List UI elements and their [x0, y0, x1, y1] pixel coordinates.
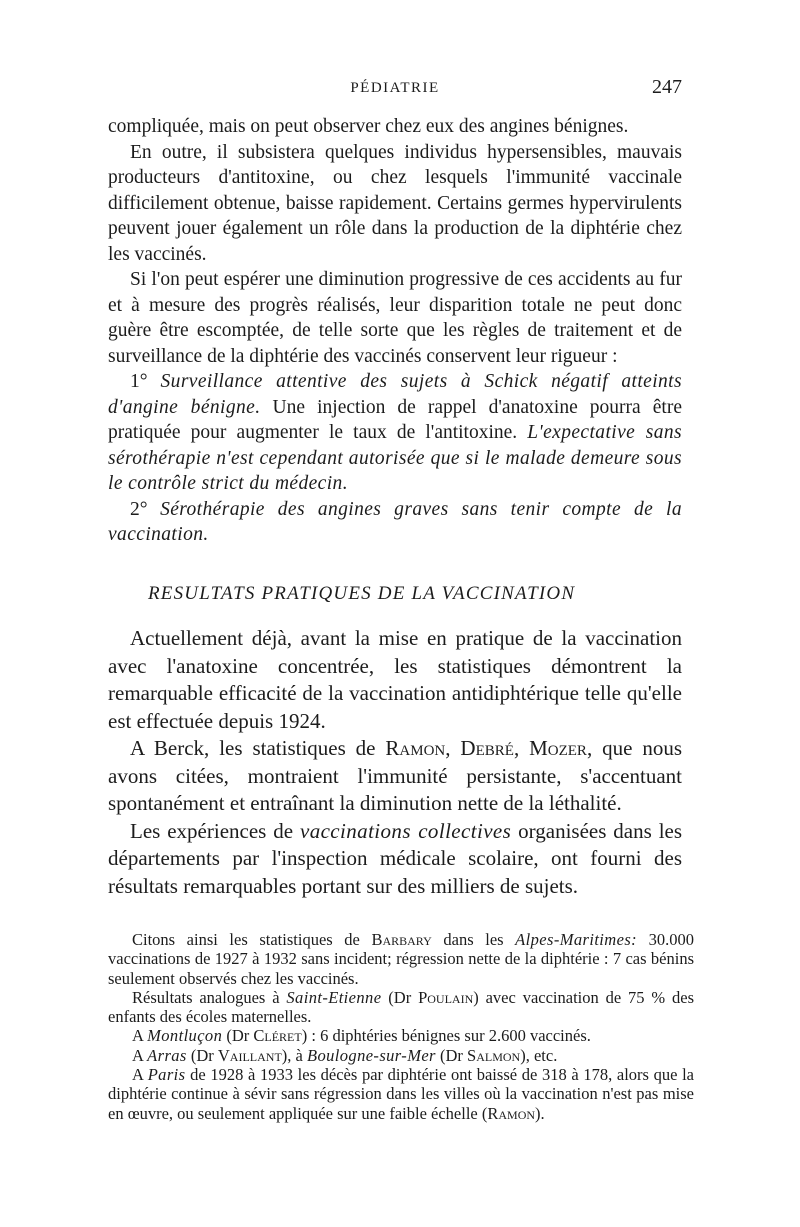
vaccinations-collectives: vaccinations collectives: [299, 818, 512, 843]
author-salmon: Salmon: [467, 1045, 521, 1065]
note-arras: [108, 1046, 694, 1065]
berck-text-a: A Berck, les statistiques de: [130, 736, 376, 760]
note-text: A: [132, 1065, 144, 1085]
author-vaillant: Vaillant: [217, 1045, 282, 1065]
page-number: 247: [652, 76, 682, 98]
note-text: ), à: [281, 1045, 303, 1065]
author-mozer: Mozer: [529, 736, 587, 760]
author-barbary: Barbary: [371, 930, 432, 949]
place-arras: Arras: [147, 1045, 187, 1065]
place-saint-etienne: Saint-Etienne: [286, 987, 382, 1007]
note-text: (Dr: [190, 1045, 214, 1065]
experiences-text-a: Les expériences de: [130, 818, 294, 843]
note-montlucon: [108, 1026, 694, 1045]
note-text: A: [132, 1045, 144, 1065]
note-text: Résultats analogues à: [132, 987, 280, 1007]
place-paris: Paris: [147, 1065, 186, 1085]
rule-2-italic-text: Sérothérapie des angines graves sans tenir compte de la vaccination.: [108, 498, 683, 545]
paragraph-actuellement: Actuellement déjà, avant la mise en pratique de la vaccination avec l'anatoxine concentrée, les statistiques démontrent la remarquable efficacité de la vaccination antidiphtérique telle qu'elle est effectuée depuis 1924.: [108, 626, 682, 733]
rule-1-number: 1°: [130, 371, 148, 392]
note-text: ), etc.: [520, 1045, 558, 1065]
place-alpes-maritimes: Alpes-Maritimes:: [515, 930, 638, 949]
place-boulogne: Boulogne-sur-Mer: [307, 1045, 436, 1065]
berck-text-b: , que nous avons citées, montraient l'immunité persistante, s'accentuant spontanément et entraînant la diminution nette de la léthalité.: [108, 736, 682, 815]
note-text: (Dr: [440, 1045, 463, 1065]
paragraph-continuation: compliquée, mais on peut observer chez eux des angines bénignes.: [108, 116, 629, 137]
paragraph-hypersensibles: En outre, il subsistera quelques individus hypersensibles, mauvais producteurs d'antitoxine, ou chez lesquels l'immunité vaccinale difficilement obtenue, baisse rapidement. Certains germes hypervirulents peuvent jouer également un rôle dans la production de la diphtérie chez les vaccinés.: [108, 141, 682, 265]
paragraph-experiences: [108, 818, 682, 901]
results-section: [108, 625, 682, 900]
note-paris: [108, 1065, 694, 1123]
note-text: ).: [535, 1103, 545, 1123]
note-text: 30.000 vaccinations de 1927 à 1932 sans incident; régression nette de la diphtérie : 7 cas bénins seulement observés chez les vaccinés.: [108, 930, 695, 988]
note-text: dans les: [443, 930, 504, 949]
paragraph-berck: A Berck, les statistiques de Ramon, Debré, Mozer, que nous avons citées, montraient l'immunité persistante, s'accentuant spontanément et entraînant la diminution nette de la léthalité.: [108, 736, 682, 815]
main-text: [108, 114, 682, 900]
note-text: ) : 6 diphtéries bénignes sur 2.600 vaccinés.: [301, 1026, 591, 1046]
author-debre: Debré: [460, 736, 514, 760]
author-ramon-note: Ramon: [487, 1103, 536, 1123]
note-text: de 1928 à 1933 les décès par diphtérie ont baissé de 318 à 178, alors que la diphtérie continue à sévir sans régression dans les villes où la vaccination n'est pas mise en œuvre, ou seulement appliquée sur une faible échelle (: [108, 1065, 695, 1123]
note-text: Citons ainsi les statistiques de: [132, 930, 360, 949]
note-text: (Dr: [388, 987, 412, 1007]
paragraph-accidents: Si l'on peut espérer une diminution progressive de ces accidents au fur et à mesure des progrès réalisés, leur disparition totale ne peut donc guère être escomptée, de telle sorte que les règles de traitement et de surveillance de la diphtérie des vaccinés conservent leur rigueur :: [108, 269, 682, 367]
statistics-notes: [108, 930, 694, 1123]
place-montlucon: Montluçon: [147, 1026, 223, 1046]
note-saint-etienne: [108, 988, 694, 1027]
section-heading: RESULTATS PRATIQUES DE LA VACCINATION: [148, 582, 576, 604]
author-cleret: Cléret: [253, 1026, 302, 1046]
page-header: [108, 76, 682, 100]
rule-2-number: 2°: [130, 498, 148, 520]
rule-1-paragraph: [108, 369, 682, 497]
rule-1-italic-note: L'expectative sans sérothérapie n'est cependant autorisée que si le malade demeure sous le contrôle strict du médecin.: [108, 422, 682, 494]
author-ramon: Ramon: [385, 736, 446, 760]
running-title: PÉDIATRIE: [350, 80, 440, 96]
note-text: (Dr: [226, 1026, 250, 1046]
note-text: ) avec vaccination de 75 % des enfants des écoles maternelles.: [108, 987, 695, 1027]
note-barbary: [108, 930, 694, 988]
note-text: A: [132, 1026, 144, 1046]
rule-2-paragraph: [108, 497, 682, 548]
rule-1-italic-heading: Surveillance attentive des sujets à Schick négatif atteints d'angine bénigne.: [108, 371, 682, 418]
experiences-text-b: organisées dans les départements par l'inspection médicale scolaire, ont fourni des résultats remarquables portant sur des milliers de sujets.: [108, 818, 683, 898]
rule-1-text: Une injection de rappel d'anatoxine pourra être pratiquée pour augmenter le taux de l'antitoxine.: [108, 396, 682, 443]
author-poulain: Poulain: [418, 987, 474, 1007]
